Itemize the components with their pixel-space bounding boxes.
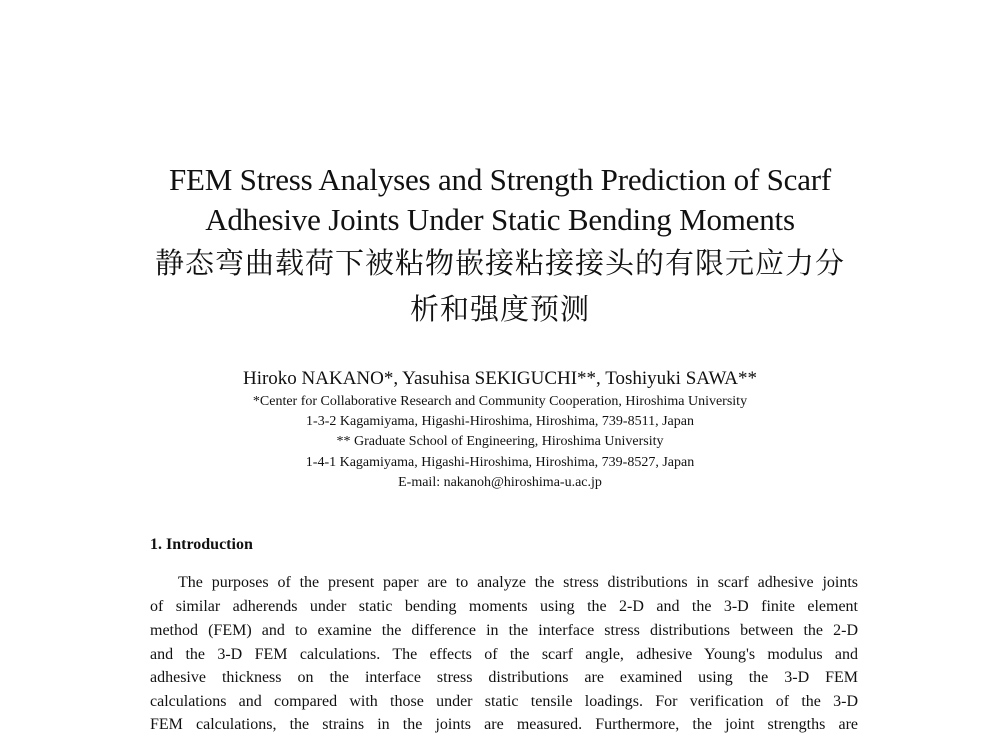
affiliation-2: 1-3-2 Kagamiyama, Higashi-Hiroshima, Hiroshima, 739-8511, Japan: [306, 414, 694, 429]
contact-email: E-mail: nakanoh@hiroshima-u.ac.jp: [398, 475, 602, 490]
body-line: and the 3-D FEM calculations. The effects of the scarf angle, adhesive Young's modulus and: [150, 646, 858, 663]
body-line: calculations and compared with those under static tensile loadings. For verification of the 3-D: [150, 693, 858, 710]
authors: Hiroko NAKANO*, Yasuhisa SEKIGUCHI**, Toshiyuki SAWA**: [242, 368, 758, 389]
body-line: adhesive thickness on the interface stress distributions are examined using the 3-D FEM: [150, 669, 858, 686]
body-line: The purposes of the present paper are to analyze the stress distributions in scarf adhesive joints: [178, 574, 858, 591]
section-heading: 1. Introduction: [150, 536, 253, 553]
affiliation-1: *Center for Collaborative Research and Community Cooperation, Hiroshima University: [252, 394, 748, 409]
title-en-line-1: FEM Stress Analyses and Strength Prediction of Scarf: [168, 162, 832, 197]
affiliation-3: ** Graduate School of Engineering, Hiroshima University: [336, 434, 664, 449]
affiliation-4: 1-4-1 Kagamiyama, Higashi-Hiroshima, Hiroshima, 739-8527, Japan: [305, 455, 695, 470]
title-zh-line-1: 静态弯曲载荷下被粘物嵌接粘接接头的有限元应力分: [154, 246, 845, 280]
title-zh-line-2: 析和强度预测: [409, 292, 590, 326]
body-line: FEM calculations, the strains in the joints are measured. Furthermore, the joint strengths are: [150, 716, 858, 733]
body-line: of similar adherends under static bending moments using the 2-D and the 3-D finite element: [150, 598, 858, 615]
body-line: method (FEM) and to examine the difference in the interface stress distributions between the 2-D: [150, 622, 858, 639]
title-en-line-2: Adhesive Joints Under Static Bending Moments: [205, 202, 795, 237]
